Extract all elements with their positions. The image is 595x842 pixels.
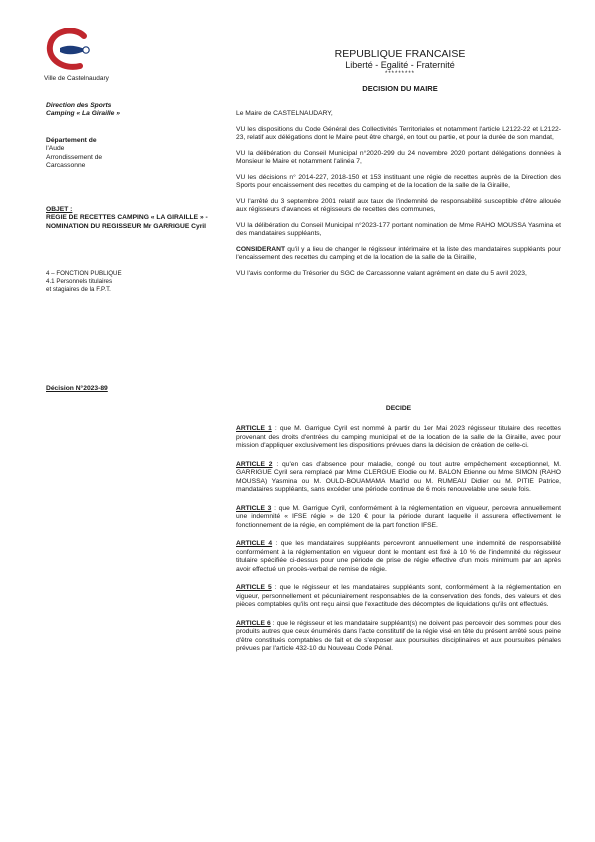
decide-heading: DECIDE: [385, 405, 412, 412]
intro: Le Maire de CASTELNAUDARY,: [236, 110, 333, 117]
article-5-label: ARTICLE 5: [236, 584, 272, 591]
classification-block: [46, 270, 218, 293]
article-4: [236, 540, 561, 574]
article-2-text: : qu'en cas d'absence pour maladie, congé ou tout autre empêchement exceptionnel, M. GARRIGUE Cyril sera remplacé par Mme CLERGUE Elodie ou M. BALON Etienne ou Mme SIMON (RAHO MOUSSA) Yasmina ou M. OULD-BOUAMAMA Mad'id ou M. RUMEAU Didier ou M. PITIE Patrice, mandataires suppléants, sans excéder une période continue de 6 mois renouvelable une seule fois.: [236, 460, 561, 493]
department-line-4: Carcassonne: [46, 162, 86, 170]
article-4-text: : que les mandataires suppléants percevront annuellement une indemnité de responsabilité conformément à la réglementation en vigueur dont le montant est fixé à 10 % de l'indemnité du régisseur titulaire spécifiée ci-dessus pour une période de prise de régie effective d'un mois minimum par an après avoir effectué un procès-verbal de remise de régie.: [236, 540, 561, 573]
object-label: OBJET :: [46, 206, 73, 213]
classification-line-1: 4 – FONCTION PUBLIQUE: [46, 270, 122, 277]
republic-motto: Liberté - Egalité - Fraternité: [345, 60, 455, 70]
decision-number: Décision N°2023-89: [46, 385, 108, 392]
city-caption: Ville de Castelnaudary: [44, 75, 109, 82]
classification-line-2: 4.1 Personnels titulaires: [46, 277, 113, 285]
vu-paragraph-4: VU l'arrêté du 3 septembre 2001 relatif aux taux de l'indemnité de responsabilité susceptible d'être allouée aux régisseurs d'avances et régisseurs de recettes des communes,: [236, 197, 561, 213]
article-2: [236, 461, 561, 495]
article-2-label: ARTICLE 2: [236, 460, 273, 468]
article-6-text: : que le régisseur et les mandataire suppléant(s) ne doivent pas percevoir des sommes pour des produits autres que ceux énumérés dans l'acte constitutif de la régie visé en tête du présent arrêté sous peine d'être constitués comptables de fait et de s'exposer aux poursuites disciplinaires et aux poursuites pénales prévues par l'article 432-10 du Nouveau Code Pénal.: [236, 619, 562, 652]
object-text: REGIE DE RECETTES CAMPING « LA GIRAILLE » - NOMINATION DU REGISSEUR Mr GARRIGUE Cyril: [46, 214, 208, 230]
article-1: [236, 425, 561, 451]
direction-line-2: Camping « La Giraille »: [46, 110, 120, 118]
article-4-label: ARTICLE 4: [236, 540, 273, 547]
republic-title: REPUBLIQUE FRANCAISE: [334, 48, 466, 60]
direction-line-1: Direction des Sports: [46, 102, 112, 109]
preamble: [236, 110, 561, 285]
considerant-paragraph: [236, 246, 561, 263]
object-block: [46, 206, 218, 231]
article-3-label: ARTICLE 3: [236, 504, 272, 512]
article-6: [236, 620, 561, 654]
considerant-text: qu'il y a lieu de changer le régisseur intérimaire et la liste des mandataires suppléants pour l'encaissement des recettes du camping et de la location de la salle de la Giraille,: [236, 245, 561, 261]
article-5-text: : que le régisseur et les mandataires suppléants sont, conformément à la réglementation en vigueur, personnellement et pécuniairement responsables de la conservation des fonds, des valeurs et des pièces comptables qu'ils ont reçu ainsi que l'exactitude des décomptes de liquidations qu'ils ont effectués.: [236, 584, 561, 608]
stars-divider: *********: [384, 71, 415, 77]
document-title: DECISION DU MAIRE: [362, 84, 438, 93]
vu-paragraph-1: VU les dispositions du Code Général des Collectivités Territoriales et notamment l'article L2122-22 et L2122-23, relatif aux délégations dont le Maire peut être chargé, en tout ou partie, et pour la durée de son mandat,: [236, 125, 561, 141]
article-5: [236, 584, 561, 610]
classification-line-3: et stagiaires de la F.P.T.: [46, 285, 111, 293]
article-3-text: : que M. Garrigue Cyril, conformément à la réglementation en vigueur, percevra annuellement une indemnité « IFSE régie » de 120 € pour la période durant laquelle il assurera effectivement le fonctionnement de la régie, en complément de la part fonction IFSE.: [236, 504, 561, 529]
department-line-1: Département de: [46, 137, 97, 144]
considerant-label: CONSIDERANT: [236, 245, 286, 253]
article-1-label: ARTICLE 1: [236, 425, 272, 432]
articles: [236, 425, 561, 661]
vu-paragraph-3: VU les décisions n° 2014-227, 2018-150 et 153 instituant une régie de recettes auprès de la Direction des Sports pour encaissement des recettes du camping et de la location de la salle de la Giraille,: [236, 173, 561, 189]
article-1-text: : que M. Garrigue Cyril est nommé à partir du 1er Mai 2023 régisseur titulaire des recettes provenant des droits d'entrées du camping municipal et de la location de la salle de la Giraille, avec pour mission d'appliquer exclusivement les dispositions prévues dans la décision de création de celle-ci.: [236, 425, 561, 449]
department-block: [46, 137, 218, 171]
article-6-label: ARTICLE 6: [236, 619, 271, 627]
vu-paragraph-6: VU l'avis conforme du Trésorier du SGC de Carcassonne valant agrément en date du 5 avril 2023,: [236, 269, 527, 277]
department-line-3: Arrondissement de: [46, 153, 103, 161]
castelnaudary-logo: [44, 28, 100, 72]
vu-paragraph-5: VU la délibération du Conseil Municipal n°2023-177 portant nomination de Mme RAHO MOUSSA Yasmina et des mandataires suppléants,: [236, 221, 561, 237]
department-line-2: l'Aude: [46, 145, 65, 153]
direction-block: [46, 102, 218, 119]
republic-header: [300, 49, 500, 77]
vu-paragraph-2: VU la délibération du Conseil Municipal n°2020-299 du 24 novembre 2020 portant délégations données à Monsieur le Maire et notamment l'alinéa 7,: [236, 149, 561, 165]
article-3: [236, 505, 561, 531]
